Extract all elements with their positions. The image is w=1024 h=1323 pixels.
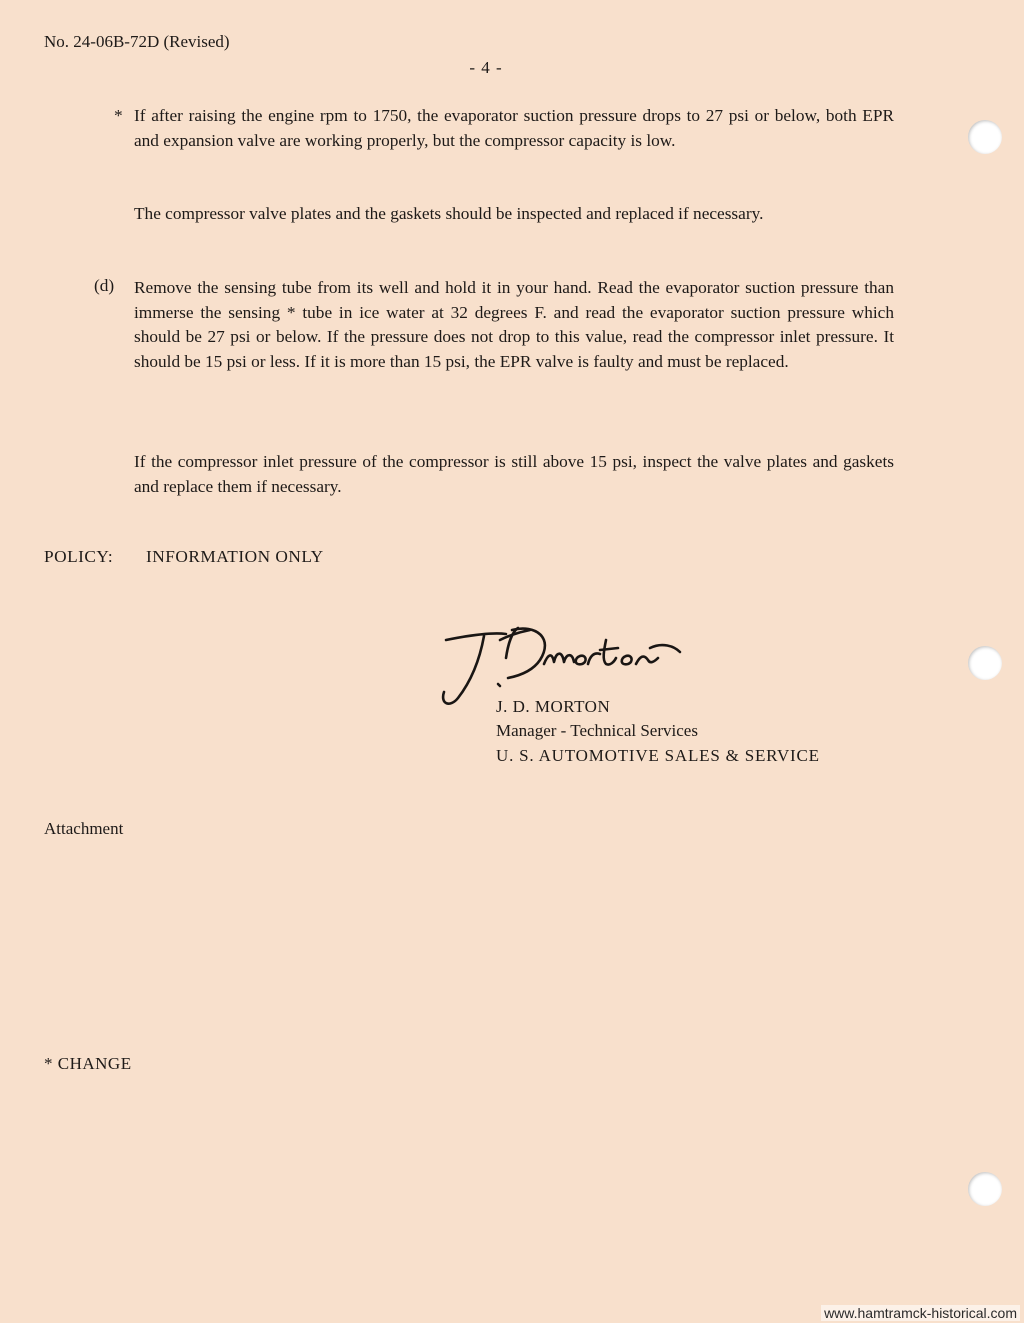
paragraph-sensing-tube: Remove the sensing tube from its well and hold it in your hand. Read the evaporator suction pressure than immerse the sensing * tube in ice water at 32 degrees F. and read the evaporator suction pressure which should be 27 psi or below. If the pressure does not drop to this value, read the compressor inlet pressure. It should be 15 psi or less. If it is more than 15 psi, the EPR valve is faulty and must be replaced. [134,278,894,371]
signatory-title: Manager - Technical Services [496,721,698,740]
step-label-d: (d) [94,276,115,295]
punch-hole [968,120,1002,154]
punch-hole [968,1172,1002,1206]
page-number: - 4 - [469,58,503,77]
signatory-name: J. D. MORTON [496,697,611,716]
change-marker: * [114,106,123,125]
company-name: U. S. AUTOMOTIVE SALES & SERVICE [496,746,820,765]
punch-hole [968,646,1002,680]
paragraph-rpm-check: If after raising the engine rpm to 1750, the evaporator suction pressure drops to 27 psi or below, both EPR and expansion valve are working properly, but the compressor capacity is low. [134,106,894,150]
source-watermark: www.hamtramck-historical.com [821,1305,1020,1321]
attachment-label: Attachment [44,819,124,838]
paragraph-valve-plates: The compressor valve plates and the gaskets should be inspected and replaced if necessary. [134,204,764,223]
document-number: No. 24-06B-72D (Revised) [44,32,230,51]
policy-value: INFORMATION ONLY [146,547,324,566]
policy-label: POLICY: [44,547,114,566]
change-legend: * CHANGE [44,1054,132,1073]
paragraph-inlet-pressure: If the compressor inlet pressure of the compressor is still above 15 psi, inspect the valve plates and gaskets and replace them if necessary. [134,452,894,496]
